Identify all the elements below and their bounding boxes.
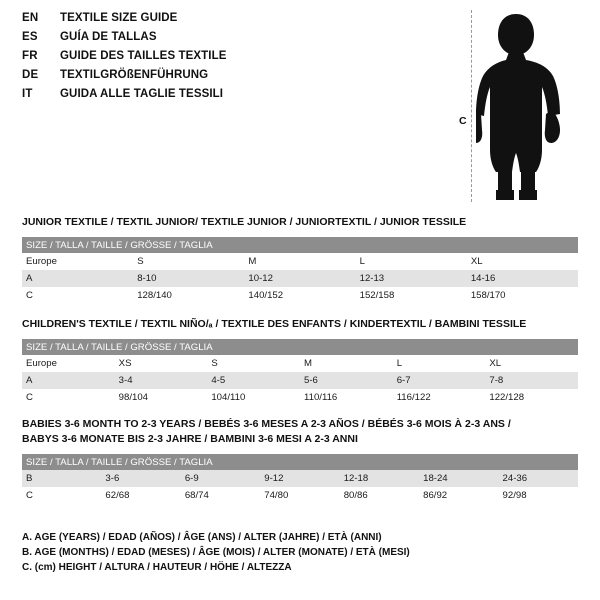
section-title-junior: JUNIOR TEXTILE / TEXTIL JUNIOR/ TEXTILE JUNIOR / JUNIORTEXTIL / JUNIOR TESSILE [22,216,467,228]
header-text-de: TEXTILGRÖßENFÜHRUNG [60,69,209,81]
table-junior [22,237,578,304]
cell: 12-18 [343,473,369,484]
cell: XS [118,358,132,369]
cell: 18-24 [423,473,448,484]
table-header-row [22,454,578,470]
cell: C [26,290,33,301]
table-row [22,372,578,389]
table-babies [22,454,578,504]
cell: 110/116 [304,392,338,403]
language-header [22,12,442,107]
legend [22,530,582,575]
cell: 104/110 [211,392,246,403]
cell: 62/68 [105,490,130,501]
legend-line-c: C. (cm) HEIGHT / ALTURA / HAUTEUR / HÖHE / ALTEZZA [22,562,292,573]
header-lang-de: DE [22,69,39,81]
cell: 80/86 [343,490,368,501]
section-title-children: CHILDREN'S TEXTILE / TEXTIL NIÑO/ₐ / TEXTILE DES ENFANTS / KINDERTEXTIL / BAMBINI TESSILE [22,318,527,330]
header-text-en: TEXTILE SIZE GUIDE [60,12,178,24]
header-lang-es: ES [22,31,38,43]
measurement-figure [440,8,590,203]
header-row-en [22,12,442,31]
cell: Europe [26,256,57,267]
cell: A [26,273,33,284]
header-text-es: GUÍA DE TALLAS [60,31,157,43]
cell: 92/98 [502,490,527,501]
cell: 3-6 [105,473,120,484]
header-text-it: GUIDA ALLE TAGLIE TESSILI [60,88,224,100]
table-row [22,253,578,270]
cell: 10-12 [248,273,273,284]
table-row [22,287,578,304]
cell: A [26,375,33,386]
cell: XL [470,256,483,267]
cell: 74/80 [264,490,289,501]
table-header-row [22,339,578,355]
cell: 6-7 [396,375,411,386]
cell: Europe [26,358,57,369]
cell: C [26,490,33,501]
cell: M [248,256,257,267]
size-header-label: SIZE / TALLA / TAILLE / GRÖSSE / TAGLIA [26,341,213,353]
cell: S [211,358,218,369]
table-row [22,470,578,487]
cell: XL [489,358,502,369]
section-title-babies-line1: BABIES 3-6 MONTH TO 2-3 YEARS / BEBÉS 3-6 MESES A 2-3 AÑOS / BÉBÉS 3-6 MOIS À 2-3 ANS / [22,418,511,430]
cell: 140/152 [248,290,284,301]
cell: S [137,256,144,267]
cell: 12-13 [359,273,385,284]
cell: 8-10 [137,273,157,284]
header-row-es [22,31,442,50]
header-row-fr [22,50,442,69]
cell: 158/170 [470,290,506,301]
cell: 14-16 [470,273,496,284]
header-text-fr: GUIDE DES TAILLES TEXTILE [60,50,227,62]
header-row-it [22,88,442,107]
section-title-babies-line2: BABYS 3-6 MONATE BIS 2-3 JAHRE / BAMBINI 3-6 MESI A 2-3 ANNI [22,433,358,445]
cell: 128/140 [137,290,172,301]
cell: 3-4 [118,375,133,386]
cell: M [304,358,313,369]
header-lang-it: IT [22,88,33,100]
legend-line-b: B. AGE (MONTHS) / EDAD (MESES) / ÂGE (MOIS) / ALTER (MONATE) / ETÀ (MESI) [22,547,410,558]
table-row [22,355,578,372]
cell: 116/122 [396,392,431,403]
cell: 6-9 [184,473,199,484]
cell: 152/158 [359,290,395,301]
cell: B [26,473,33,484]
cell: C [26,392,33,403]
cell: 86/92 [423,490,448,501]
table-row [22,270,578,287]
size-header-label: SIZE / TALLA / TAILLE / GRÖSSE / TAGLIA [26,456,213,468]
cell: L [359,256,365,267]
cell: 4-5 [211,375,226,386]
cell: 122/128 [489,392,525,403]
cell: 68/74 [184,490,209,501]
cell: 24-36 [502,473,528,484]
height-guide-line [471,10,472,202]
header-lang-fr: FR [22,50,38,62]
table-row [22,487,578,504]
header-row-de [22,69,442,88]
cell: 5-6 [304,375,318,386]
table-children [22,339,578,406]
header-lang-en: EN [22,12,39,24]
size-header-label: SIZE / TALLA / TAILLE / GRÖSSE / TAGLIA [26,239,213,251]
cell: L [396,358,403,369]
legend-line-a: A. AGE (YEARS) / EDAD (AÑOS) / ÂGE (ANS) / ALTER (JAHRE) / ETÀ (ANNI) [22,532,382,543]
table-row [22,389,578,406]
table-header-row [22,237,578,253]
toddler-silhouette-icon [476,10,586,207]
cell: 98/104 [118,392,149,403]
cell: 7-8 [489,375,504,386]
cell: 9-12 [264,473,284,484]
height-measure-label: C [459,115,467,127]
